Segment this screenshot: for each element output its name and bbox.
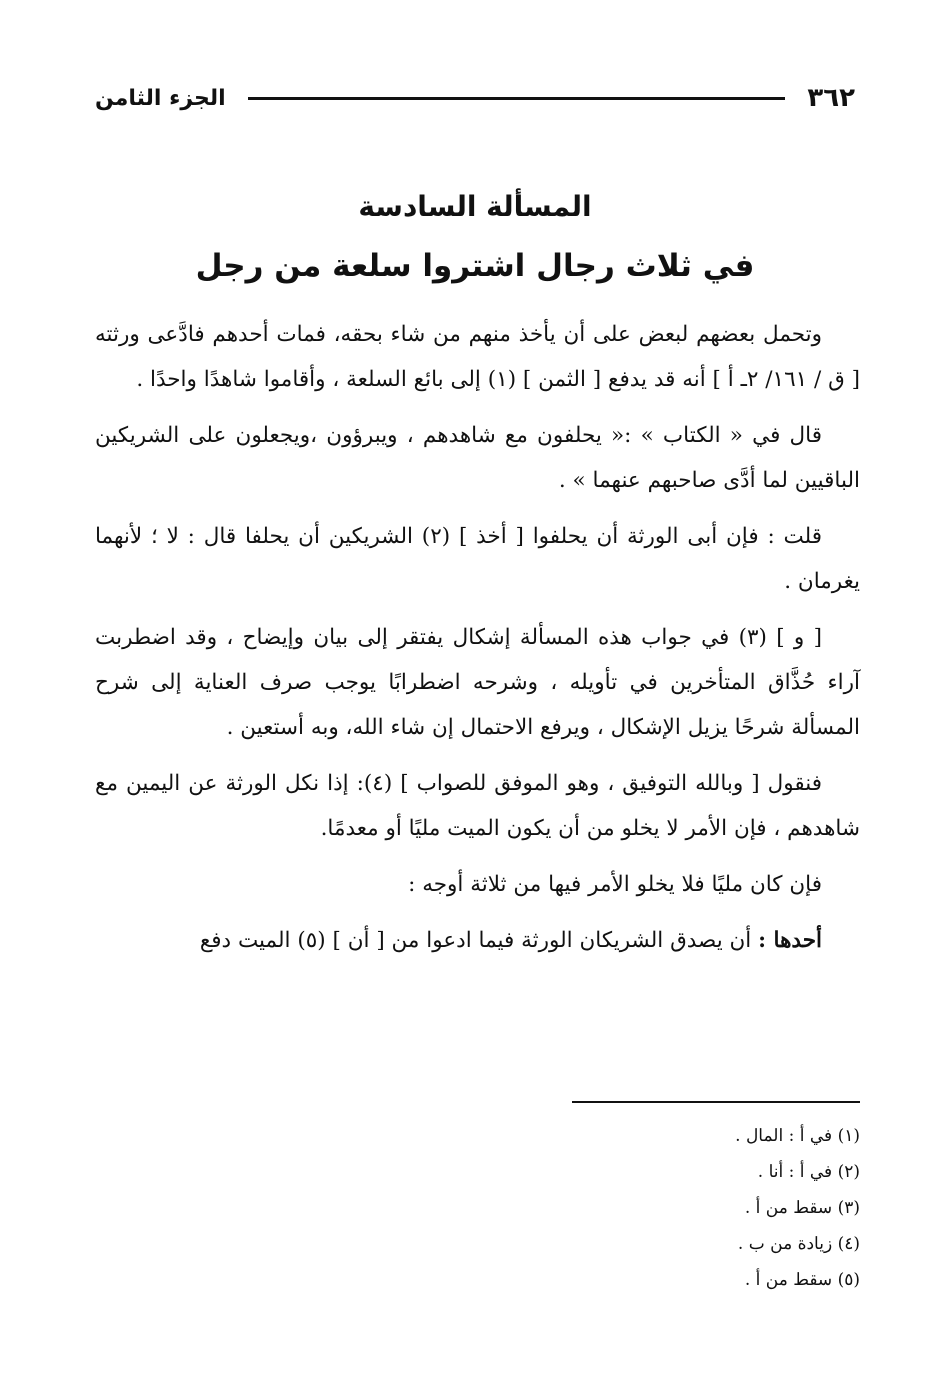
footnotes	[360, 1118, 860, 1298]
footnote: (٤) زيادة من ب .	[737, 1234, 860, 1254]
page-number: ٣٦٢	[807, 83, 855, 113]
footnote: (٣) سقط من أ .	[744, 1198, 860, 1218]
paragraph: قلت : فإن أبى الورثة أن يحلفوا [ أخذ ] (٢) الشريكين أن يحلفا قال : لا ؛ لأنهما يغرمان .	[95, 524, 860, 594]
section-title: المسألة السادسة	[358, 190, 592, 223]
paragraph	[95, 918, 860, 963]
paragraph-text: أن يصدق الشريكان الورثة فيما ادعوا من [ أن ] (٥) الميت دفع	[199, 928, 759, 953]
section-subtitle: في ثلاث رجال اشتروا سلعة من رجل	[195, 248, 755, 284]
paragraph: فنقول [ وبالله التوفيق ، وهو الموفق للصواب ] (٤): إذا نكل الورثة عن اليمين مع شاهدهم ، فإن الأمر لا يخلو من أن يكون الميت مليًا أو معدمًا.	[95, 771, 860, 841]
body-text	[95, 312, 860, 974]
paragraph: فإن كان مليًا فلا يخلو الأمر فيها من ثلاثة أوجه :	[408, 872, 822, 897]
paragraph: [ و ] (٣) في جواب هذه المسألة إشكال يفتقر إلى بيان وإيضاح ، وقد اضطربت آراء حُذَّاق المتأخرين في تأويله ، وشرحه اضطرابًا يوجب صرف العناية إلى شرح المسألة شرحًا يزيل الإشكال ، ويرفع الاحتمال إن شاء الله، وبه أستعين .	[95, 625, 860, 740]
header-rule	[248, 97, 786, 100]
footnote: (٢) في أ : أنا .	[757, 1162, 860, 1182]
footnote: (٥) سقط من أ .	[744, 1270, 860, 1290]
footnote: (١) في أ : المال .	[735, 1126, 860, 1146]
paragraph: قال في « الكتاب » :« يحلفون مع شاهدهم ، ويبرؤون ،ويجعلون على الشريكين الباقيين لما أدَّى صاحبهم عنهما » .	[95, 423, 860, 493]
volume-label: الجزء الثامن	[95, 85, 226, 111]
paragraph-lead: أحدها :	[758, 928, 822, 953]
paragraph: وتحمل بعضهم لبعض على أن يأخذ منهم من شاء بحقه، فمات أحدهم فادَّعى ورثته [ ق / ١٦١/ ٢ـ أ ] أنه قد يدفع [ الثمن ] (١) إلى بائع السلعة ، وأقاموا شاهدًا واحدًا .	[95, 322, 860, 392]
running-header	[95, 78, 855, 118]
footnote-rule	[572, 1101, 860, 1103]
